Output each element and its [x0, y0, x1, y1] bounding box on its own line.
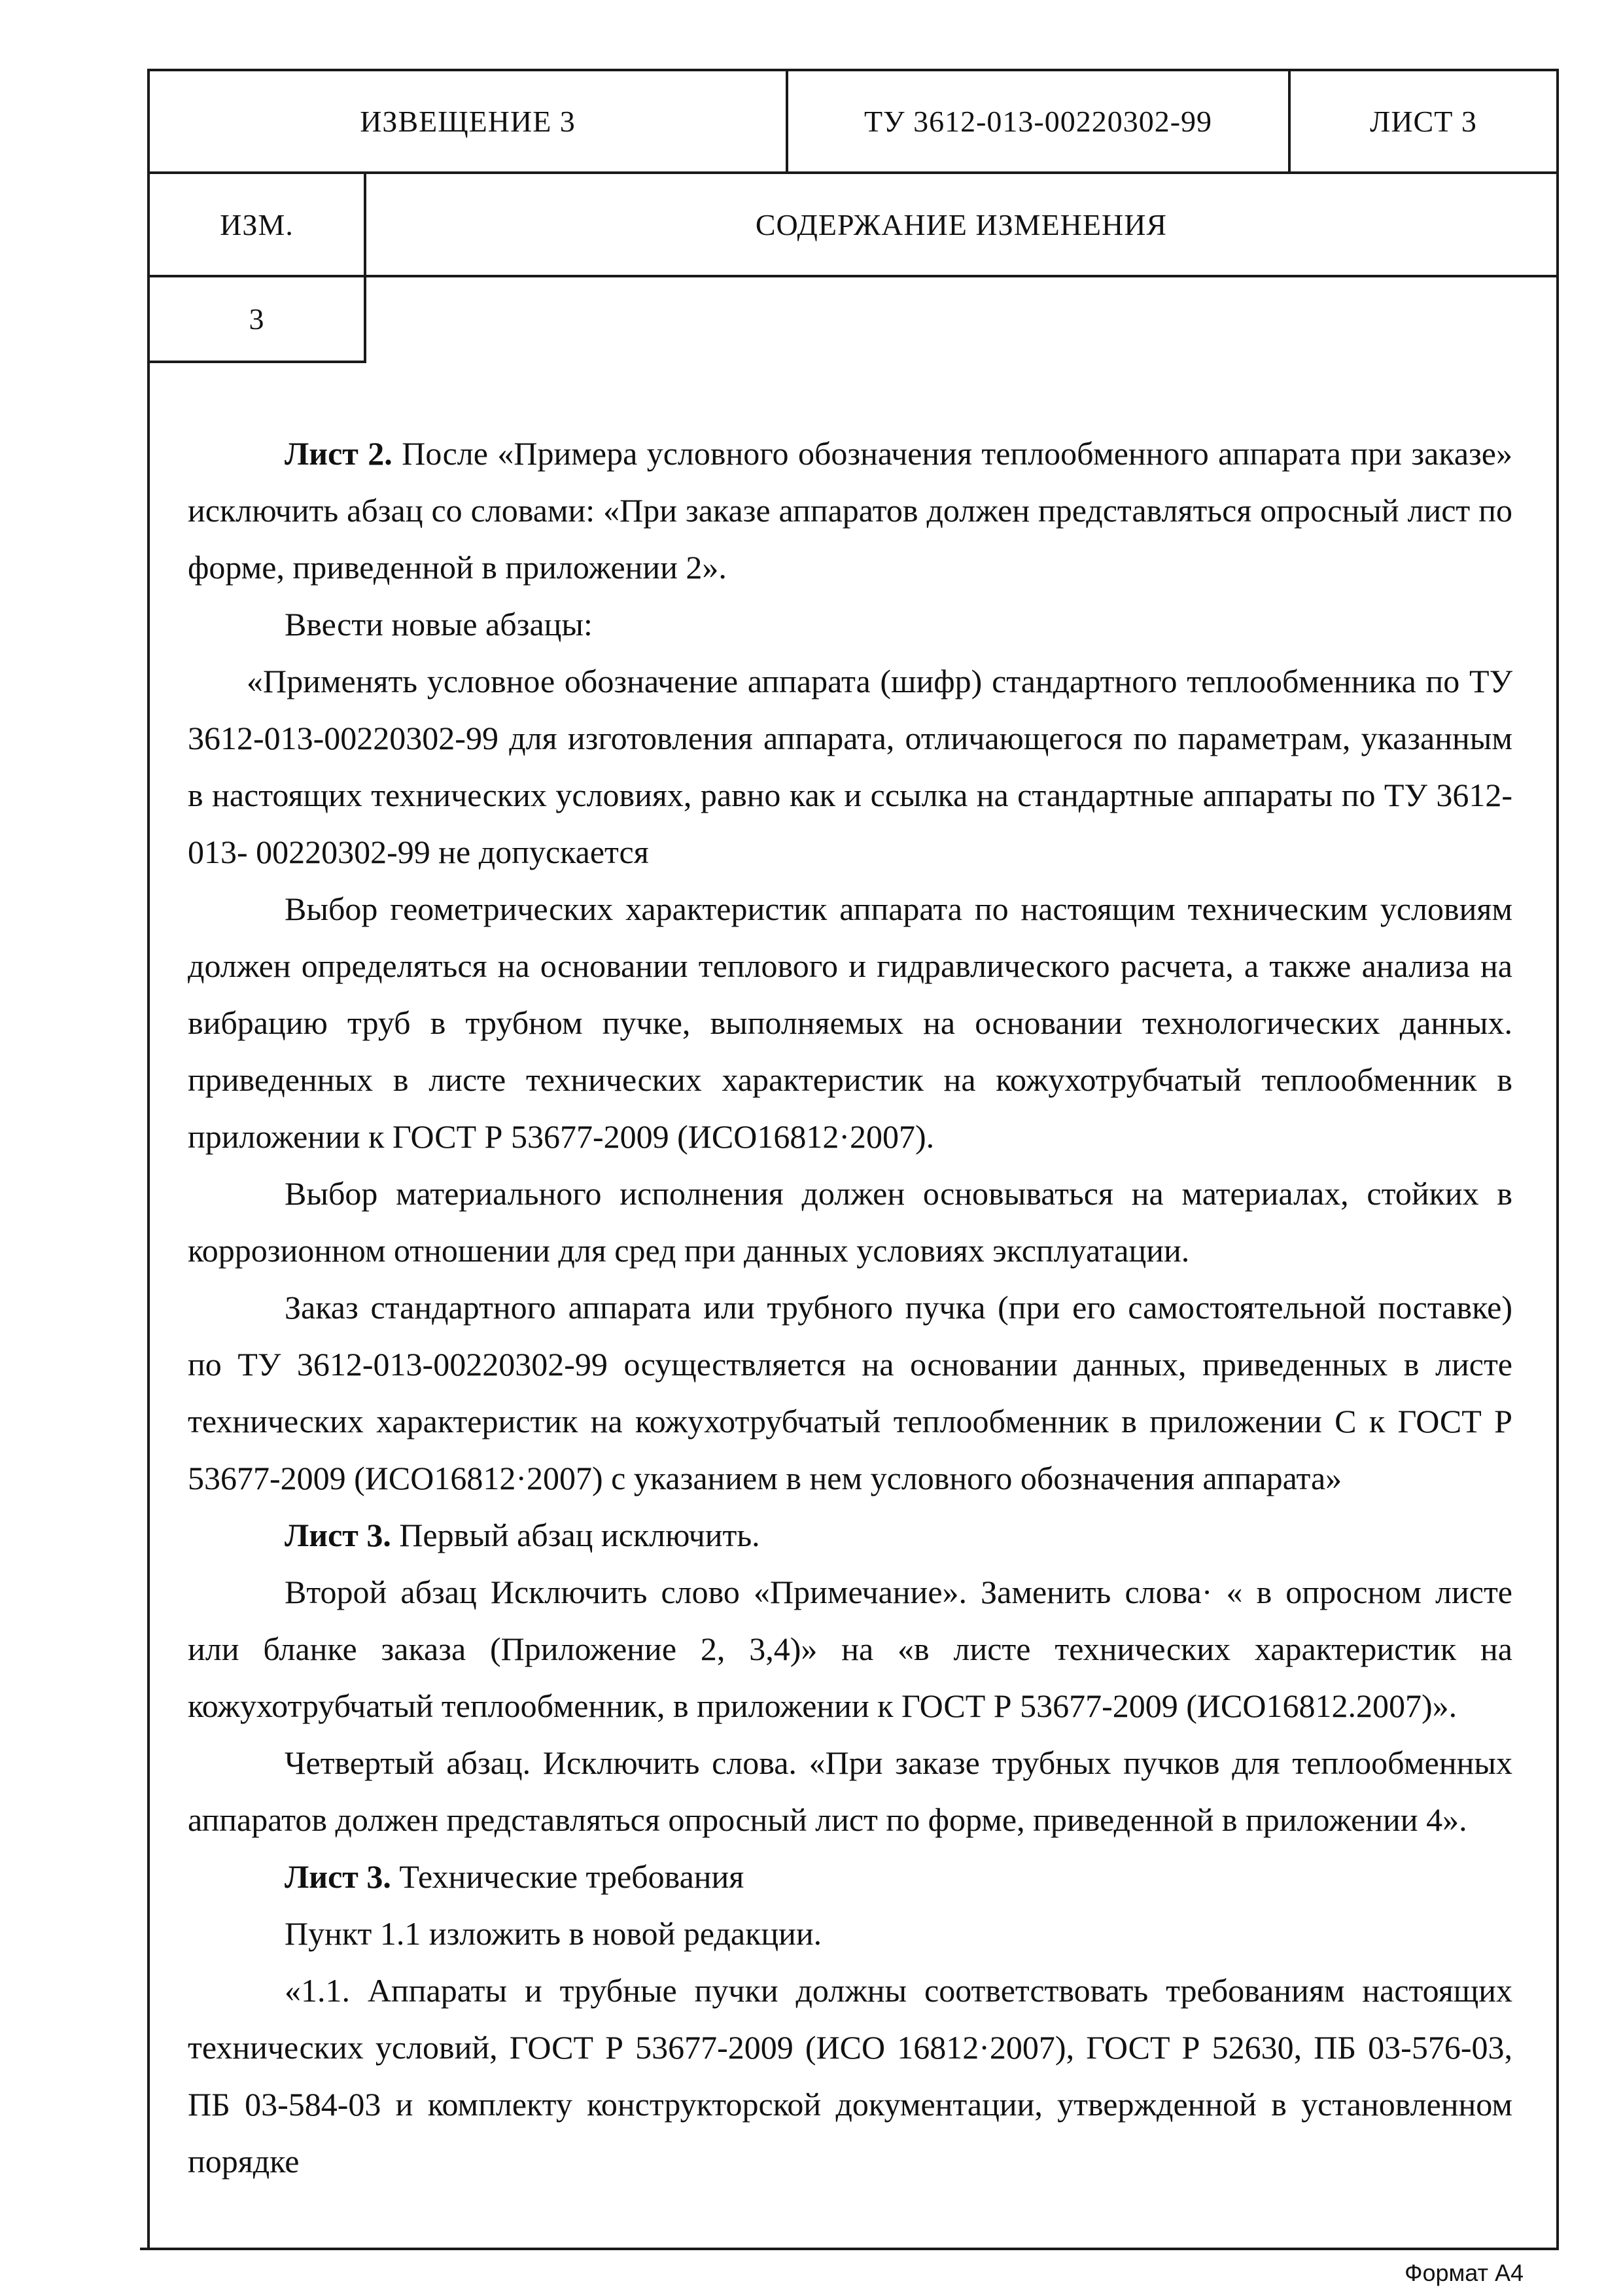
document-code: ТУ 3612-013-00220302-99: [864, 105, 1213, 138]
content-column-header: СОДЕРЖАНИЕ ИЗМЕНЕНИЯ: [755, 207, 1168, 241]
paragraph-intro: Ввести новые абзацы:: [285, 606, 593, 643]
paragraph-geometry: Выбор геометрических характеристик аппарата по настоящим техническим условиям должен определяться на основании теплового и гидравлического расчета, а также анализа на вибрацию труб в трубном пучке, выполняемых на основании технологических данных. приведенных в листе технических характеристик на кожухотрубчатый теплообменник в приложении к ГОСТ Р 53677-2009 (ИСО16812·2007).: [188, 891, 1512, 1155]
notice-title: ИЗВЕЩЕНИЕ 3: [360, 105, 576, 138]
sheet-ref-label: Лист 3.: [285, 1517, 391, 1553]
paragraph-designation: «Применять условное обозначение аппарата (шифр) стандартного теплообменника по ТУ 3612-013-00220302-99 для изготовления аппарата, отличающегося по параметрам, указанным в настоящих технических условиях, равно как и ссылка на стандартные аппараты по ТУ 3612-013- 00220302-99 не допускается: [188, 663, 1512, 870]
paragraph-sheet3-requirements: [188, 1848, 1512, 1905]
paragraph-fourth: Четвертый абзац. Исключить слова. «При заказе трубных пучков для теплообменных аппаратов должен представляться опросный лист по форме, приведенной в приложении 4».: [188, 1744, 1512, 1838]
change-column-header: ИЗМ.: [220, 207, 294, 241]
sheet-ref-label: Лист 2.: [285, 435, 393, 472]
paragraph-text: После «Примера условного обозначения теплообменного аппарата при заказе» исключить абзац со словами: «При заказе аппаратов должен представляться опросный лист по форме, приведенной в приложении 2».: [188, 435, 1512, 586]
sheet-ref-label: Лист 3.: [285, 1858, 391, 1895]
paragraph-text: Первый абзац исключить.: [391, 1517, 760, 1553]
paragraph-second: Второй абзац Исключить слово «Примечание». Заменить слова· « в опросном листе или бланке заказа (Приложение 2, 3,4)» на «в листе технических характеристик на кожухотрубчатый теплообменник, в приложении к ГОСТ Р 53677-2009 (ИСО16812.2007)».: [188, 1574, 1512, 1724]
paragraph-item-1-1: «1.1. Аппараты и трубные пучки должны соответствовать требованиям настоящих технических условий, ГОСТ Р 53677-2009 (ИСО 16812·2007), ГОСТ Р 52630, ПБ 03-576-03, ПБ 03-584-03 и комплекту конструкторской документации, утвержденной в установленном порядке: [188, 1972, 1512, 2180]
frame-right: [1556, 69, 1559, 2250]
paragraph-sheet2: [188, 425, 1512, 596]
paragraph-item-1-1-intro: Пункт 1.1 изложить в новой редакции.: [285, 1915, 822, 1952]
paragraph-material: Выбор материального исполнения должен основываться на материалах, стойких в коррозионном отношении для сред при данных условиях эксплуатации.: [188, 1175, 1512, 1269]
paragraph-sheet3-first: [188, 1507, 1512, 1564]
sheet-number: ЛИСТ 3: [1370, 105, 1477, 138]
change-content: [188, 425, 1512, 2190]
page-format-label: Формат А4: [1405, 2259, 1524, 2286]
frame-bottom: [140, 2248, 1559, 2250]
change-number: 3: [249, 302, 265, 336]
paragraph-order: Заказ стандартного аппарата или трубного пучка (при его самостоятельной поставке) по ТУ 3612-013-00220302-99 осуществляется на основании данных, приведенных в листе технических характеристик на кожухотрубчатый теплообменник в приложении С к ГОСТ Р 53677-2009 (ИСО16812·2007) с указанием в нем условного обозначения аппарата»: [188, 1289, 1512, 1496]
change-no-bottom: [147, 361, 366, 363]
paragraph-text: Технические требования: [391, 1858, 744, 1895]
frame-left: [147, 69, 150, 2250]
